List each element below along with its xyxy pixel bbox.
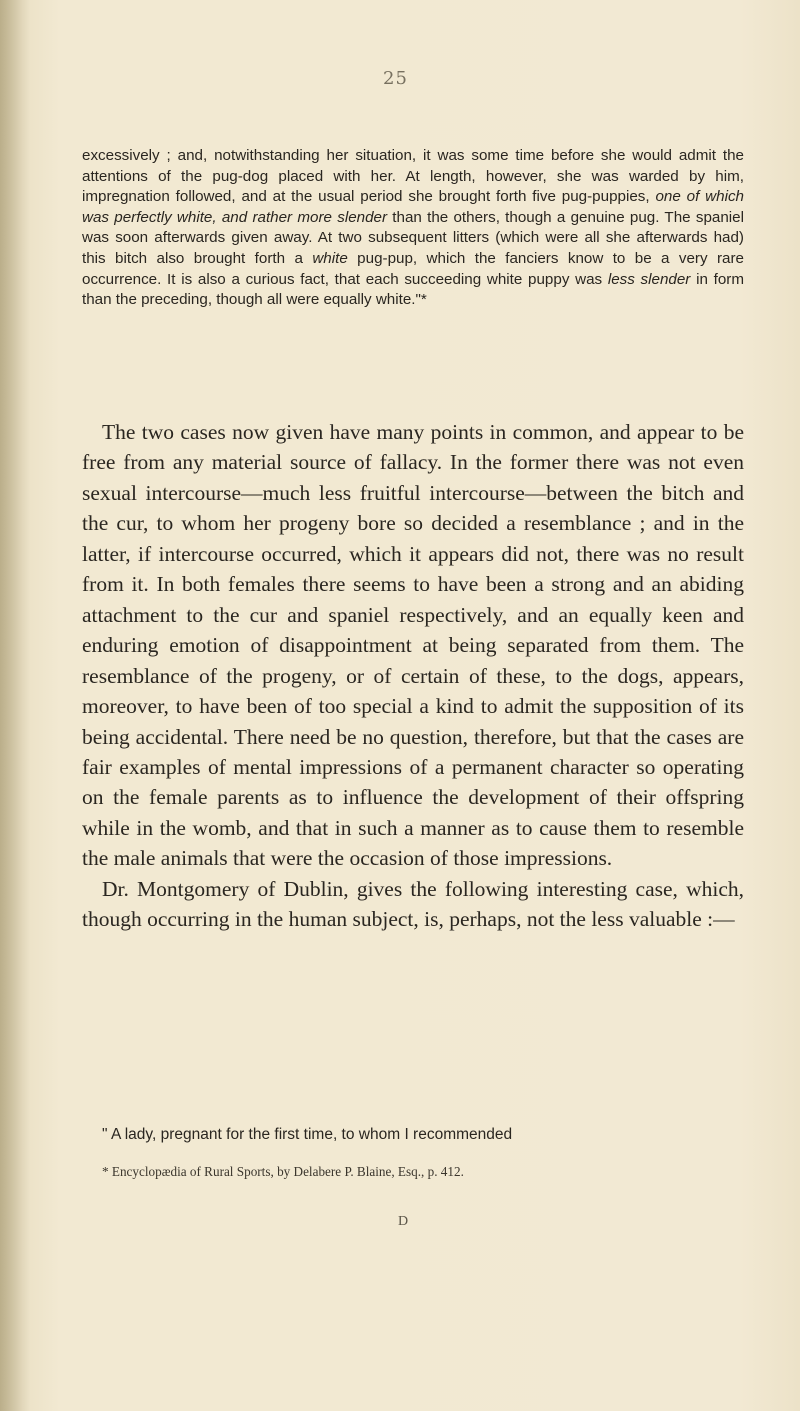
main-text [82,417,744,935]
signature-mark: D [398,1214,409,1229]
quote-text-3: pug-pup, which the fanciers know to be a very rare occurrence. It is also a curious fact, that each succeeding white puppy was [82,249,744,288]
quote-text-2: than the others, though a genuine pug. The spaniel was soon afterwards given away. At two subsequent litters (which were all she afterwards had) this bitch also brought forth a [82,208,744,267]
page-number: 25 [383,68,408,89]
quote-text-1: excessively ; and, notwithstanding her situation, it was some time before she would admit the attentions of the pug-dog placed with her. At length, however, she was warded by him, impregnation followed, and at the usual period she brought forth five pug-puppies, [82,147,744,206]
body-paragraph-2: Dr. Montgomery of Dublin, gives the following interesting case, which, though occurring in the human subject, is, perhaps, not the less valuable :— [82,876,744,932]
quoted-paragraph [82,146,744,311]
quote-italic-2: white [312,249,348,267]
quoted-passage [82,146,744,311]
quote-opening-line: " A lady, pregnant for the first time, to whom I recommended [102,1126,513,1143]
footnote [82,1164,744,1180]
footnote-text: * Encyclopædia of Rural Sports, by Delabere P. Blaine, Esq., p. 412. [102,1164,464,1179]
body-paragraph-1: The two cases now given have many points in common, and appear to be free from any material source of fallacy. In the former there was not even sexual intercourse—much less fruitful intercourse—between the bitch and the cur, to whom her progeny bore so decided a resemblance ; and in the latter, if intercourse occurred, which it appears did not, there was no result from it. In both females there seems to have been a strong and an abiding attachment to the cur and spaniel respectively, and an equally keen and enduring emotion of disappointment at being separated from them. The resemblance of the progeny, or of certain of these, to the dogs, appears, moreover, to have been of too special a kind to admit the supposition of its being accidental. There need be no question, therefore, but that the cases are fair examples of mental impressions of a permanent character so operating on the female parents as to influence the development of their offspring while in the womb, and that in such a manner as to cause them to resemble the male animals that were the occasion of those impressions. [82,420,744,871]
quote-italic-3: less slender [607,270,691,288]
quote-italic-1: one of which was perfectly white, and rather more slender [82,188,744,226]
quote-text-4: in form than the preceding, though all were equally white."* [82,270,744,309]
spine-shadow [0,0,30,1411]
